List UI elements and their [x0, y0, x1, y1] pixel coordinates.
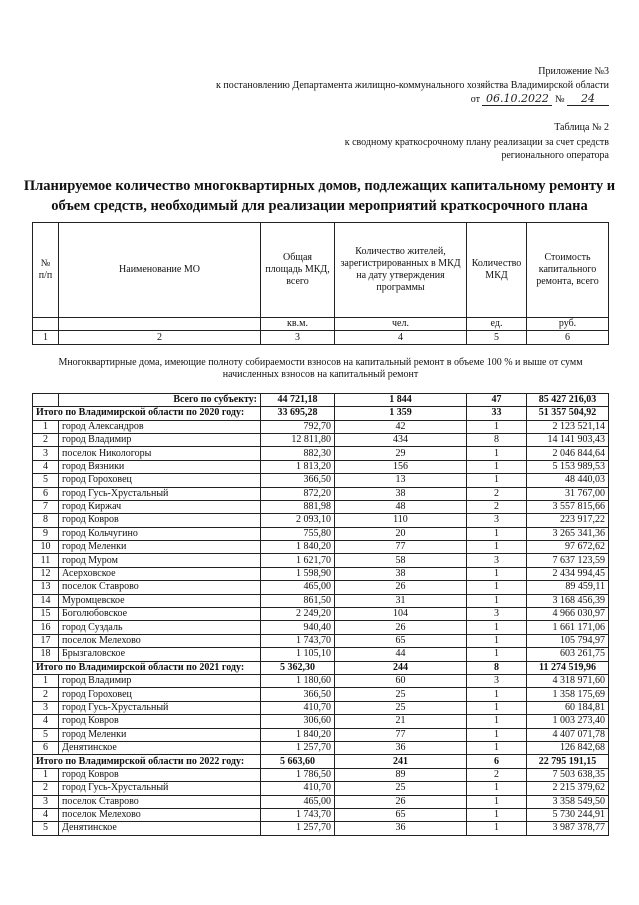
subtotal-residents: 244: [335, 661, 467, 674]
house-count: 1: [467, 795, 527, 808]
row-number: 10: [33, 541, 59, 554]
house-count: 1: [467, 782, 527, 795]
table-row: [33, 447, 609, 460]
mo-name: город Ковров: [59, 715, 261, 728]
table-label: Таблица № 2: [554, 122, 609, 133]
residents: 48: [335, 500, 467, 513]
mo-name: город Гороховец: [59, 688, 261, 701]
residents: 156: [335, 460, 467, 473]
residents: 434: [335, 433, 467, 446]
table-row: [33, 420, 609, 433]
row-number: 17: [33, 634, 59, 647]
appendix-label: Приложение №3: [538, 66, 609, 77]
residents: 38: [335, 487, 467, 500]
cost: 14 141 903,43: [527, 433, 609, 446]
row-number: 18: [33, 648, 59, 661]
table-row: [33, 674, 609, 687]
area: 940,40: [261, 621, 335, 634]
subtotal-cost: 22 795 191,15: [527, 755, 609, 768]
cost: 4 318 971,60: [527, 674, 609, 687]
table-row: [33, 554, 609, 567]
house-count: 1: [467, 728, 527, 741]
mo-name: город Меленки: [59, 728, 261, 741]
residents: 26: [335, 621, 467, 634]
table-row: [33, 608, 609, 621]
cost: 48 440,03: [527, 474, 609, 487]
house-count: 1: [467, 581, 527, 594]
cost: 60 184,81: [527, 701, 609, 714]
residents: 26: [335, 581, 467, 594]
cost: 89 459,11: [527, 581, 609, 594]
cost: 603 261,75: [527, 648, 609, 661]
residents: 25: [335, 688, 467, 701]
residents: 36: [335, 741, 467, 754]
residents: 60: [335, 674, 467, 687]
mo-name: город Меленки: [59, 541, 261, 554]
row-number: 3: [33, 701, 59, 714]
table-row: [33, 500, 609, 513]
row-number: 15: [33, 608, 59, 621]
col-header-count: Количество МКД: [467, 223, 527, 318]
house-count: 3: [467, 674, 527, 687]
col-header-cost: Стоимость капитального ремонта, всего: [527, 223, 609, 318]
row-number: 5: [33, 822, 59, 835]
mo-name: город Владимир: [59, 433, 261, 446]
area: 366,50: [261, 688, 335, 701]
total-empty: [33, 393, 59, 406]
mo-name: Денятинское: [59, 741, 261, 754]
house-count: 1: [467, 648, 527, 661]
row-number: 5: [33, 728, 59, 741]
table-row: [33, 433, 609, 446]
units-empty: [59, 318, 261, 331]
cost: 5 730 244,91: [527, 808, 609, 821]
row-number: 4: [33, 808, 59, 821]
mo-name: поселок Ставрово: [59, 795, 261, 808]
mo-name: город Александров: [59, 420, 261, 433]
col-header-mo-name: Наименование МО: [59, 223, 261, 318]
column-number: 3: [261, 331, 335, 344]
column-number: 4: [335, 331, 467, 344]
unit-area: кв.м.: [261, 318, 335, 331]
subtotal-area: 33 695,28: [261, 407, 335, 420]
residents: 38: [335, 567, 467, 580]
col-header-number: № п/п: [33, 223, 59, 318]
area: 465,00: [261, 795, 335, 808]
area: 410,70: [261, 782, 335, 795]
resolution-ref: к постановлению Департамента жилищно-коммунального хозяйства Владимирской области: [216, 80, 609, 91]
handwritten-number: 24: [567, 93, 609, 106]
house-count: 1: [467, 594, 527, 607]
mo-name: Боголюбовское: [59, 608, 261, 621]
row-number: 1: [33, 674, 59, 687]
cost: 2 046 844,64: [527, 447, 609, 460]
subtotal-count: 6: [467, 755, 527, 768]
residents: 104: [335, 608, 467, 621]
cost: 105 794,97: [527, 634, 609, 647]
area: 1 105,10: [261, 648, 335, 661]
cost: 7 503 638,35: [527, 768, 609, 781]
area: 1 743,70: [261, 634, 335, 647]
area: 755,80: [261, 527, 335, 540]
total-residents: 1 844: [335, 393, 467, 406]
mo-name: город Гусь-Хрустальный: [59, 782, 261, 795]
column-number: 1: [33, 331, 59, 344]
cost: 1 358 175,69: [527, 688, 609, 701]
house-count: 1: [467, 634, 527, 647]
row-number: 5: [33, 474, 59, 487]
row-number: 8: [33, 514, 59, 527]
cost: 4 966 030,97: [527, 608, 609, 621]
mo-name: Денятинское: [59, 822, 261, 835]
row-number: 1: [33, 768, 59, 781]
residents: 31: [335, 594, 467, 607]
year-subtotal-row: [33, 661, 609, 674]
house-count: 2: [467, 768, 527, 781]
house-count: 1: [467, 527, 527, 540]
mo-name: город Владимир: [59, 674, 261, 687]
table-row: [33, 581, 609, 594]
cost: 3 557 815,66: [527, 500, 609, 513]
mo-name: Брызгаловское: [59, 648, 261, 661]
capital-repair-table: [32, 222, 609, 836]
cost: 2 215 379,62: [527, 782, 609, 795]
cost: 2 123 521,14: [527, 420, 609, 433]
row-number: 7: [33, 500, 59, 513]
area: 2 093,10: [261, 514, 335, 527]
row-number: 2: [33, 433, 59, 446]
house-count: 1: [467, 621, 527, 634]
area: 306,60: [261, 715, 335, 728]
row-number: 9: [33, 527, 59, 540]
mo-name: город Гусь-Хрустальный: [59, 701, 261, 714]
column-number: 5: [467, 331, 527, 344]
residents: 58: [335, 554, 467, 567]
table-row: [33, 688, 609, 701]
area: 465,00: [261, 581, 335, 594]
area: 1 180,60: [261, 674, 335, 687]
mo-name: город Ковров: [59, 768, 261, 781]
area: 792,70: [261, 420, 335, 433]
column-number: 6: [527, 331, 609, 344]
area: 1 257,70: [261, 741, 335, 754]
area: 1 598,90: [261, 567, 335, 580]
total-area: 44 721,18: [261, 393, 335, 406]
mo-name: поселок Никологоры: [59, 447, 261, 460]
col-header-residents: Количество жителей, зарегистрированных в МКД на дату утверждения программы: [335, 223, 467, 318]
row-number: 14: [33, 594, 59, 607]
residents: 26: [335, 795, 467, 808]
subtotal-cost: 51 357 504,92: [527, 407, 609, 420]
unit-cost: руб.: [527, 318, 609, 331]
table-row: [33, 782, 609, 795]
residents: 89: [335, 768, 467, 781]
year-subtotal-row: [33, 755, 609, 768]
mo-name: поселок Мелехово: [59, 808, 261, 821]
table-row: [33, 567, 609, 580]
mo-name: город Муром: [59, 554, 261, 567]
area: 1 621,70: [261, 554, 335, 567]
residents: 110: [335, 514, 467, 527]
subtotal-residents: 241: [335, 755, 467, 768]
house-count: 1: [467, 808, 527, 821]
unit-count: ед.: [467, 318, 527, 331]
row-number: 12: [33, 567, 59, 580]
cost: 223 917,22: [527, 514, 609, 527]
residents: 21: [335, 715, 467, 728]
area: 2 249,20: [261, 608, 335, 621]
subtotal-area: 5 663,60: [261, 755, 335, 768]
date-prefix: от: [470, 94, 480, 105]
table-row: [33, 527, 609, 540]
house-count: 2: [467, 500, 527, 513]
row-number: 13: [33, 581, 59, 594]
row-number: 2: [33, 782, 59, 795]
area: 882,30: [261, 447, 335, 460]
mo-name: город Киржач: [59, 500, 261, 513]
house-count: 3: [467, 554, 527, 567]
subtotal-area: 5 362,30: [261, 661, 335, 674]
table-row: [33, 701, 609, 714]
table-row: [33, 474, 609, 487]
subtotal-label: Итого по Владимирской области по 2022 году:: [33, 755, 261, 768]
table-row: [33, 795, 609, 808]
area: 1 257,70: [261, 822, 335, 835]
house-count: 1: [467, 420, 527, 433]
area: 1 840,20: [261, 728, 335, 741]
residents: 13: [335, 474, 467, 487]
table-row: [33, 741, 609, 754]
cost: 3 987 378,77: [527, 822, 609, 835]
residents: 25: [335, 782, 467, 795]
table-row: [33, 822, 609, 835]
residents: 65: [335, 808, 467, 821]
house-count: 1: [467, 541, 527, 554]
area: 410,70: [261, 701, 335, 714]
residents: 44: [335, 648, 467, 661]
section-heading: Многоквартирные дома, имеющие полноту собираемости взносов на капитальный ремонт в объеме 100 % и выше от сумм начисленных взносов на капитальный ремонт: [33, 344, 609, 393]
document-title: Планируемое количество многоквартирных домов, подлежащих капитальному ремонту и объем средств, необходимый для реализации мероприятий краткосрочного плана: [23, 178, 616, 214]
area: 366,50: [261, 474, 335, 487]
mo-name: город Кольчугино: [59, 527, 261, 540]
cost: 5 153 989,53: [527, 460, 609, 473]
table-row: [33, 594, 609, 607]
row-number: 2: [33, 688, 59, 701]
cost: 126 842,68: [527, 741, 609, 754]
cost: 97 672,62: [527, 541, 609, 554]
mo-name: город Вязники: [59, 460, 261, 473]
table-row: [33, 514, 609, 527]
total-row: [33, 393, 609, 406]
house-count: 2: [467, 487, 527, 500]
mo-name: город Гороховец: [59, 474, 261, 487]
house-count: 1: [467, 460, 527, 473]
total-cost: 85 427 216,03: [527, 393, 609, 406]
column-number: 2: [59, 331, 261, 344]
subtotal-cost: 11 274 519,96: [527, 661, 609, 674]
mo-name: поселок Мелехово: [59, 634, 261, 647]
house-count: 1: [467, 567, 527, 580]
col-header-area: Общая площадь МКД, всего: [261, 223, 335, 318]
mo-name: Асерховское: [59, 567, 261, 580]
row-number: 3: [33, 795, 59, 808]
residents: 77: [335, 541, 467, 554]
mo-name: Муромцевское: [59, 594, 261, 607]
unit-residents: чел.: [335, 318, 467, 331]
resolution-date-line: [471, 93, 609, 106]
area: 1 840,20: [261, 541, 335, 554]
residents: 20: [335, 527, 467, 540]
residents: 42: [335, 420, 467, 433]
area: 1 786,50: [261, 768, 335, 781]
house-count: 1: [467, 447, 527, 460]
mo-name: город Суздаль: [59, 621, 261, 634]
house-count: 1: [467, 701, 527, 714]
house-count: 1: [467, 688, 527, 701]
house-count: 8: [467, 433, 527, 446]
mo-name: город Ковров: [59, 514, 261, 527]
table-row: [33, 541, 609, 554]
row-number: 16: [33, 621, 59, 634]
cost: 1 661 171,06: [527, 621, 609, 634]
area: 861,50: [261, 594, 335, 607]
residents: 29: [335, 447, 467, 460]
mo-name: поселок Ставрово: [59, 581, 261, 594]
cost: 1 003 273,40: [527, 715, 609, 728]
table-row: [33, 808, 609, 821]
subtotal-count: 8: [467, 661, 527, 674]
number-prefix: №: [554, 94, 565, 105]
residents: 65: [335, 634, 467, 647]
handwritten-date: 06.10.2022: [482, 93, 552, 106]
table-row: [33, 715, 609, 728]
cost: 2 434 994,45: [527, 567, 609, 580]
table-ref-line2: регионального оператора: [501, 150, 609, 161]
house-count: 1: [467, 715, 527, 728]
area: 872,20: [261, 487, 335, 500]
table-row: [33, 487, 609, 500]
year-subtotal-row: [33, 407, 609, 420]
table-row: [33, 768, 609, 781]
cost: 3 358 549,50: [527, 795, 609, 808]
total-label: Всего по субъекту:: [59, 393, 261, 406]
mo-name: город Гусь-Хрустальный: [59, 487, 261, 500]
subtotal-label: Итого по Владимирской области по 2020 году:: [33, 407, 261, 420]
row-number: 1: [33, 420, 59, 433]
table-row: [33, 648, 609, 661]
row-number: 4: [33, 715, 59, 728]
cost: 7 637 123,59: [527, 554, 609, 567]
house-count: 1: [467, 474, 527, 487]
row-number: 4: [33, 460, 59, 473]
area: 1 813,20: [261, 460, 335, 473]
table-row: [33, 460, 609, 473]
row-number: 3: [33, 447, 59, 460]
row-number: 6: [33, 487, 59, 500]
table-row: [33, 728, 609, 741]
residents: 36: [335, 822, 467, 835]
cost: 4 407 071,78: [527, 728, 609, 741]
subtotal-count: 33: [467, 407, 527, 420]
area: 881,98: [261, 500, 335, 513]
row-number: 11: [33, 554, 59, 567]
total-count: 47: [467, 393, 527, 406]
cost: 3 265 341,36: [527, 527, 609, 540]
subtotal-residents: 1 359: [335, 407, 467, 420]
residents: 77: [335, 728, 467, 741]
table-row: [33, 621, 609, 634]
subtotal-label: Итого по Владимирской области по 2021 году:: [33, 661, 261, 674]
units-empty: [33, 318, 59, 331]
house-count: 3: [467, 514, 527, 527]
residents: 25: [335, 701, 467, 714]
cost: 3 168 456,39: [527, 594, 609, 607]
house-count: 1: [467, 822, 527, 835]
cost: 31 767,00: [527, 487, 609, 500]
house-count: 3: [467, 608, 527, 621]
area: 1 743,70: [261, 808, 335, 821]
table-row: [33, 634, 609, 647]
area: 12 811,80: [261, 433, 335, 446]
house-count: 1: [467, 741, 527, 754]
row-number: 6: [33, 741, 59, 754]
table-ref-line1: к сводному краткосрочному плану реализации за счет средств: [344, 137, 609, 148]
